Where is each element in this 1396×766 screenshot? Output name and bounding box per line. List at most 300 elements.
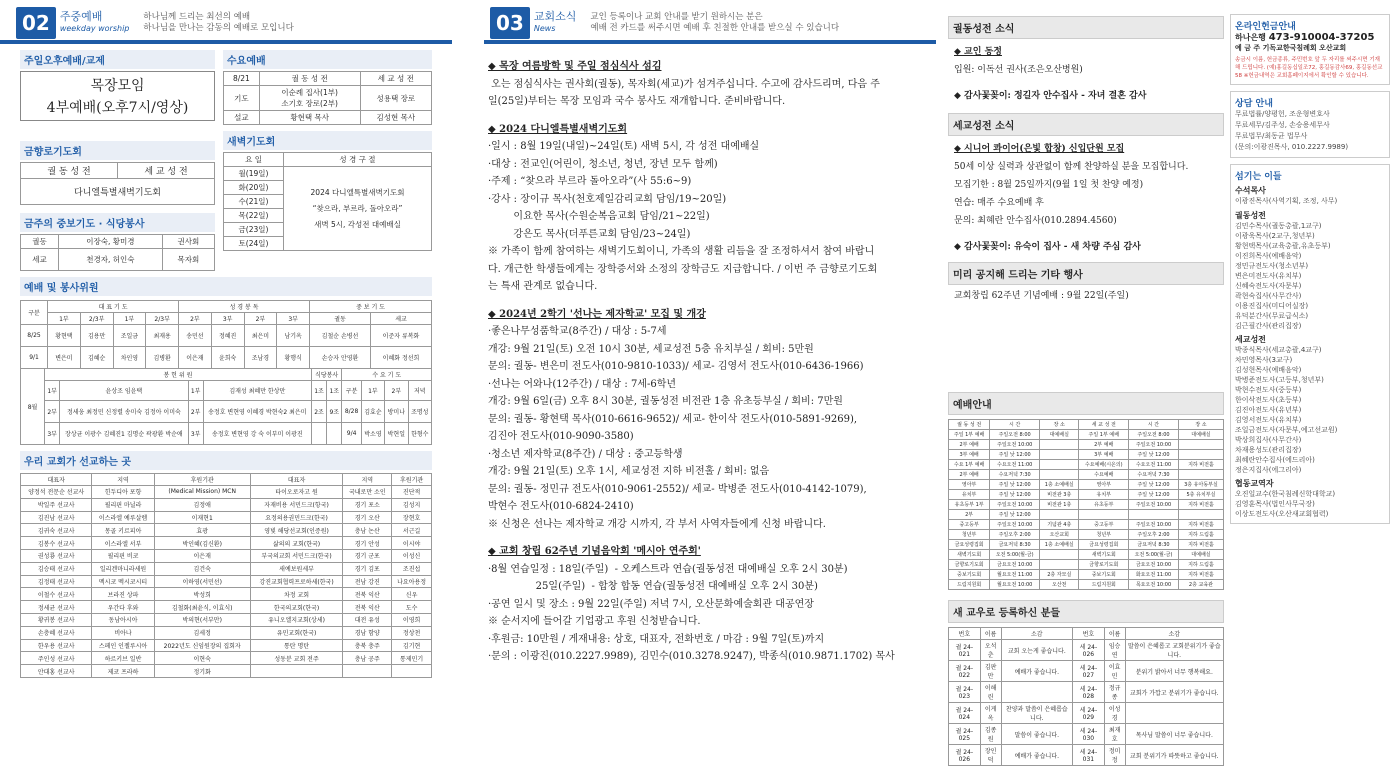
table-cell: 차정 교회 <box>250 588 343 601</box>
service-title: 예배 및 봉사위원 <box>20 277 432 296</box>
staff-name: 김영서전도사(유치부) <box>1235 416 1302 424</box>
article-line: ※ 신청은 선나는 제자학교 개강 시까지, 각 부서 사역자들에게 신청 바랍니다. <box>488 518 826 530</box>
article-line: 는 특새 관계로 없습니다. <box>488 281 598 292</box>
table-cell: 오산교회 <box>1040 530 1079 540</box>
pre-text: 교회창립 62주년 기념예배 : 9월 22일(주일) <box>954 291 1129 301</box>
table-cell: 금요저녁 8:30 <box>1129 540 1179 550</box>
text-cell: 수 요 기 도 <box>342 369 432 381</box>
text-cell: “찾으라, 부르라, 돌아오라” <box>312 203 403 213</box>
staff-name: 한이삭전도사(초등부) <box>1235 396 1302 404</box>
table-cell: 주일오후 2:00 <box>990 530 1040 540</box>
text-cell: 황행식 <box>277 347 310 369</box>
table-cell <box>343 665 392 678</box>
text-cell: 변은미 <box>48 347 81 369</box>
table-row <box>21 588 432 601</box>
table-cell: 김판만 <box>980 661 1001 682</box>
text-cell: 이순례 집사(1부) <box>281 88 338 97</box>
table-cell: 주일 낮 12:00 <box>990 510 1040 520</box>
text-cell: 대표자 <box>21 474 92 486</box>
table-cell <box>1178 450 1223 460</box>
table-cell: 이스라엘 서부 <box>92 537 154 550</box>
text-cell: 1조 <box>311 381 326 401</box>
table-row <box>949 450 1224 460</box>
article-line: ·청소년 제자학교(8주간) / 대상 : 중고등학생 <box>488 448 683 460</box>
table-cell: 수요오전 11:00 <box>990 460 1040 470</box>
text-cell: (문의:이광진목사, 010.2227.9989) <box>1235 143 1349 151</box>
text-cell: 문의: 최혜란 안수집사(010.2894.4560) <box>954 216 1117 226</box>
table-cell: 충남 공주 <box>343 652 392 665</box>
article-line: ·주제 : “찾으라 부르라 돌아오라”(사 55:6~9) <box>488 176 692 187</box>
table-cell: 주일오전 10:00 <box>1129 520 1179 530</box>
table-cell: 비아나 <box>92 626 154 639</box>
table-cell <box>1040 510 1079 520</box>
table-cell: 손충혜 선교사 <box>21 626 92 639</box>
text-cell: 송정호 변현영 강 숙 이부미 이광진 <box>203 423 311 445</box>
text-cell: 권사회 <box>162 235 214 249</box>
text-cell: 3부 <box>277 313 310 325</box>
table-cell: 비전관 3층 <box>1040 490 1079 500</box>
table-cell: 동남아시아 <box>92 613 154 626</box>
table-cell: 나요아용정 <box>392 575 432 588</box>
staff-name: 이상도전도사(오산새교회협력) <box>1235 510 1329 518</box>
table-cell: 궐 24-026 <box>949 745 981 766</box>
newcomer-table <box>948 627 1224 766</box>
friday-table <box>20 162 215 205</box>
table-cell: 5층 유치부실 <box>1178 490 1223 500</box>
table-cell: 김진남 선교사 <box>21 511 92 524</box>
table-cell: 분위기 밝아서 너무 행복해요. <box>1125 661 1223 682</box>
text-cell: 세 교 성 전 <box>360 72 431 86</box>
article-line: 문의: 궐동- 황현택 목사(010-6616-9652)/ 세교- 한이삭 전도사(010-5891-9269), <box>488 413 858 425</box>
text-cell: 소감 <box>1125 628 1223 640</box>
table-cell: 효광 <box>154 524 250 537</box>
table-cell: 이게옥 <box>980 703 1001 724</box>
table-row <box>21 652 432 665</box>
page-number: 03 <box>490 7 530 39</box>
text-cell: 섬기는 이들 <box>1235 172 1282 182</box>
table-cell: 경기 오산 <box>343 511 392 524</box>
table-cell: 필리핀 마닐라 <box>92 498 154 511</box>
table-row <box>949 520 1224 530</box>
page-header <box>0 0 452 40</box>
table-cell: 주일오전 10:00 <box>990 500 1040 510</box>
table-cell: 지하 비전홀 <box>1178 500 1223 510</box>
text-cell: 세 교 성 전 <box>1079 420 1129 430</box>
table-cell: 브라진 상파 <box>92 588 154 601</box>
text-cell: 8/21 <box>224 72 260 86</box>
table-cell: 주일 낮 12:00 <box>1129 450 1179 460</box>
text-cell: 송정호 변현영 이혜경 박현숙2 최은미 <box>203 401 311 423</box>
table-cell: 기념관 4층 <box>1040 520 1079 530</box>
table-cell: 찬양과 말씀이 은혜롭습니다. <box>1001 703 1072 724</box>
table-cell: 부국의교회 서민드크(한국) <box>250 549 343 562</box>
text-cell: 새벽 5시, 각성전 대예배실 <box>314 219 401 229</box>
table-cell: 새벽기도회 <box>1079 550 1129 560</box>
table-cell: 주일오전 8:00 <box>990 430 1040 440</box>
consult-box <box>1230 91 1390 158</box>
table-cell: 자재비용 서민드크(항국) <box>250 498 343 511</box>
text-cell: 이장숙, 황미경 <box>59 235 163 249</box>
table-cell <box>1040 550 1079 560</box>
text-cell: 이은재 <box>179 347 212 369</box>
table-row <box>949 470 1224 480</box>
text-cell: 연습: 매주 수요예배 후 <box>954 198 1044 208</box>
section-tag: 교회소식 <box>533 10 577 23</box>
table-cell: 2부 <box>949 510 990 520</box>
table-row <box>949 580 1224 590</box>
table-cell: 이효민 <box>1104 661 1125 682</box>
header-desc-1: 하나님께 드리는 최선의 예배 <box>143 12 251 22</box>
table-cell: 경남 함양 <box>343 626 392 639</box>
text-cell: 궐 동 성 전 <box>259 72 360 86</box>
table-cell: 오전 5:00(월-금) <box>1129 550 1179 560</box>
table-cell: 대예배실 <box>1178 430 1223 440</box>
text-cell: 황현택 목사 <box>259 111 360 125</box>
article-heading: ◆ 교회 창립 62주년 기념음악회 '메시아 연주회' <box>488 546 701 557</box>
table-cell: 금요성령집회 <box>949 540 990 550</box>
table-cell: 김세정 <box>154 626 250 639</box>
table-cell <box>1040 440 1079 450</box>
table-cell: 중보기도회 <box>1079 570 1129 580</box>
text-cell: 9/4 <box>342 423 361 445</box>
table-cell: 유초등부 <box>1079 500 1129 510</box>
header-desc-2: 예배 전 카드를 써주시면 예배 후 친절한 안내를 받으실 수 있습니다 <box>590 23 840 33</box>
article-line: ·선나는 어와나(12주간) / 대상 : 7세-6학년 <box>488 378 677 390</box>
table-row <box>949 661 1224 682</box>
table-cell: 오전 5:00(월-금) <box>990 550 1040 560</box>
service-table <box>20 300 432 369</box>
table-row <box>949 703 1224 724</box>
text-cell: 세 교 성 전 <box>118 163 215 179</box>
newcomer-title: 새 교우로 등록하신 분들 <box>948 600 1224 623</box>
article-line: ·공연 일시 및 장소 : 9월 22일(주일) 저녁 7시, 오산문화예술회관 대공연장 <box>488 598 814 610</box>
text-cell: 세교 <box>21 249 59 271</box>
article-heading: ◆ 2024 다니엘특별새벽기도회 <box>488 123 628 135</box>
table-cell: 이현숙 <box>154 652 250 665</box>
table-row <box>949 510 1224 520</box>
table-cell: 중고등부 <box>1079 520 1129 530</box>
text-cell: 김용만 <box>80 325 113 347</box>
table-cell: 월요오전 11:00 <box>990 570 1040 580</box>
table-cell: 타이오로자고 원 <box>250 486 343 499</box>
table-cell: 교회 오는게 좋습니다. <box>1001 640 1072 661</box>
table-cell: 주일오전 10:00 <box>990 440 1040 450</box>
table-cell: 청년부 <box>1079 530 1129 540</box>
table-cell: 지하 드림홀 <box>1178 530 1223 540</box>
staff-name: 김성현목사(예배음악) <box>1235 366 1302 374</box>
table-cell: 안대홍 선교사 <box>21 665 92 678</box>
wed-title: 수요예배 <box>223 50 432 69</box>
table-cell: 멕시코 멕시코시티 <box>92 575 154 588</box>
text-cell: 손승자 안영환 <box>310 347 371 369</box>
table-cell: (Medical Mission) MCN <box>154 486 250 499</box>
table-cell: 지하 비전홀 <box>1178 520 1223 530</box>
staff-name: 이진희목사(예배음악) <box>1235 252 1302 260</box>
text-cell: 식당봉사 <box>311 369 342 381</box>
table-cell: 주일 1부 예배 <box>1079 430 1129 440</box>
table-cell: 청년부 <box>949 530 990 540</box>
text-cell: 소감 <box>1001 628 1072 640</box>
table-cell: 충남 논산 <box>343 524 392 537</box>
text-cell: 수석목사 <box>1235 186 1266 195</box>
staff-group-title: 협동교역자 <box>1235 479 1274 488</box>
article-heading: ◆ 2024년 2학기 '선나는 제자학교' 모집 및 개강 <box>488 308 706 320</box>
article-line: 이요한 목사(수원순복음교회 담임/21~22일) <box>488 211 710 222</box>
table-cell: 장인덕 <box>980 745 1001 766</box>
text-cell: 윤상조 임윤택 <box>60 381 188 401</box>
text-cell: 2/3부 <box>146 313 179 325</box>
text-cell: 황현택 <box>48 325 81 347</box>
text-cell: 봉 헌 위 원 <box>45 369 312 381</box>
table-cell: 주인성 선교사 <box>21 652 92 665</box>
table-cell: 몽골 키르피아 <box>92 524 154 537</box>
text-cell: 궐동 <box>310 313 371 325</box>
table-cell: 전북 익산 <box>343 601 392 614</box>
text-cell: 대 표 기 도 <box>48 301 179 313</box>
text-cell: 요 일 <box>224 153 284 167</box>
text-cell: 성 경 봉 독 <box>179 301 310 313</box>
text-cell: 2부 <box>179 313 212 325</box>
table-cell: 한국의교회(한국) <box>250 601 343 614</box>
table-cell: 3부 예배 <box>949 450 990 460</box>
sg-item-1: ◆ 시니어 콰이어(은빛 합창) 신입단원 모집 <box>954 144 1125 154</box>
table-cell: 전북 익산 <box>343 588 392 601</box>
article-line: 강은도 목사(더푸른교회 담임/23~24일) <box>488 228 691 240</box>
table-cell: 주일오전 10:00 <box>990 520 1040 530</box>
text-cell: 8/28 <box>342 401 361 423</box>
table-cell: 임승연 <box>1104 640 1125 661</box>
table-cell: 금요오전 10:00 <box>990 560 1040 570</box>
text-cell: 1부 <box>361 381 384 401</box>
table-cell <box>250 665 343 678</box>
table-cell: 정상천 <box>392 626 432 639</box>
table-cell: 최재호 <box>1104 724 1125 745</box>
table-cell: 말씀이 은혜롭고 교회분위기가 좋습니다. <box>1125 640 1223 661</box>
table-cell: 지하 비전홀 <box>1178 460 1223 470</box>
text-cell: 이준자 류복화 <box>371 325 432 347</box>
text-cell: 윤희숙 <box>211 347 244 369</box>
table-row <box>949 682 1224 703</box>
table-cell <box>392 665 432 678</box>
article-line: 25일(주일) - 합창 합동 연습(궐동성전 대예배실 오후 2시 30분) <box>488 581 818 592</box>
table-row <box>949 570 1224 580</box>
text-cell: 김병환 <box>146 347 179 369</box>
table-cell: 1층 소예배실 <box>1040 540 1079 550</box>
table-cell: 세 24-031 <box>1073 745 1105 766</box>
staff-name: 차민영목사(3교구) <box>1235 356 1293 364</box>
header-desc-1: 교인 등록이나 교회 안내를 받기 원하시는 분은 <box>590 12 763 22</box>
table-cell: 경기 군포 <box>343 549 392 562</box>
text-cell: 화(20일) <box>224 181 284 195</box>
table-cell: 목사님 말씀이 너무 좋습니다. <box>1125 724 1223 745</box>
text-cell: 2조 <box>311 401 326 423</box>
text-cell: 다니엘특별새벽기도회 <box>21 179 215 205</box>
table-cell: 주일 낮 12:00 <box>990 450 1040 460</box>
table-cell: 정규종 <box>1104 682 1125 703</box>
text-cell: 8월 <box>21 369 45 445</box>
table-cell <box>1040 450 1079 460</box>
sg-title: 세교성전 소식 <box>948 113 1224 136</box>
table-cell: 화요오전 11:00 <box>1129 570 1179 580</box>
table-cell: 김철화(최윤식, 이효식) <box>154 601 250 614</box>
table-cell: 통탄 명탄 <box>250 639 343 652</box>
text-cell: 저녁 <box>408 381 431 401</box>
text-cell: 궐 동 성 전 <box>21 163 118 179</box>
table-cell: 도수 <box>392 601 432 614</box>
table-row <box>21 486 432 499</box>
article-line: ·강사 : 장이규 목사(천호제일감리교회 담임/19~20일) <box>488 193 727 205</box>
table-cell: 궐 24-025 <box>949 724 981 745</box>
table-cell: 이재현1 <box>154 511 250 524</box>
staff-group-title: 세교성전 <box>1235 335 1266 344</box>
table-cell: 중고등부 <box>949 520 990 530</box>
text-cell: 김혜순 <box>80 347 113 369</box>
text-cell: 후원기관 <box>392 474 432 486</box>
text-cell: 세교 <box>371 313 432 325</box>
table-cell: 드림지원회 <box>1079 580 1129 590</box>
text-cell: 시 간 <box>1129 420 1179 430</box>
text-cell: 토(24일) <box>224 237 284 251</box>
article-line: ※ 가족이 함께 참여하는 새벽기도회이니, 가족의 생활 리듬을 잘 조정하셔서 참여 바랍니 <box>488 246 875 257</box>
article-line: 개강: 9월 21일(토) 오전 10시 30분, 세교성전 5층 유치부실 / 회비: 5만원 <box>488 343 814 355</box>
text-cell: 2부 <box>188 401 203 423</box>
text-cell: 1부 <box>113 313 146 325</box>
table-cell: 세 24-029 <box>1073 703 1105 724</box>
article-line: 일(25일)부터는 목장 모임과 국수 봉사도 재개합니다. 준비바랍니다. <box>488 96 786 107</box>
text-cell: 송금시 이름, 헌금종류, 주민번호 앞 두 자리를 써주시면 기재해 드립니다. (예)홍길동십일조72, 홍길동감사69, 홍길동선교58 ※헌금내역은 교회홈페이지에서 확인할 수 있습니다. <box>1235 57 1383 79</box>
text-cell: 박현일 <box>385 423 408 445</box>
text-cell: 1부 <box>188 381 203 401</box>
text-cell: 한형수 <box>408 423 431 445</box>
table-cell: 금요성령집회 <box>1079 540 1129 550</box>
text-cell: 대표자 <box>250 474 343 486</box>
dawn-table <box>223 152 432 251</box>
text-cell: 성용택 장로 <box>360 86 431 111</box>
table-cell: 교회가 가깝고 분위기가 좋습니다. <box>1125 682 1223 703</box>
table-cell: 이영희 <box>392 613 432 626</box>
table-cell: 유니오엘지교회(상세) <box>250 613 343 626</box>
text-cell: 수(21일) <box>224 195 284 209</box>
table-cell: 수요예배(시온의) <box>1079 460 1129 470</box>
week-title: 금주의 중보기도 · 식당봉사 <box>20 213 215 232</box>
table-cell: 통제민기 <box>392 652 432 665</box>
table-cell: 박일주 선교사 <box>21 498 92 511</box>
text-cell: 2부 <box>244 313 277 325</box>
text-cell: 예 금 주 기독교한국침례회 오산교회 <box>1235 44 1347 52</box>
text-cell: 9조 <box>327 401 342 423</box>
text-cell: 입원: 이독선 권사(조은오산병원) <box>954 65 1083 75</box>
table-cell: 지하 비전홀 <box>1178 540 1223 550</box>
table-row <box>949 480 1224 490</box>
table-cell: 김승태 선교사 <box>21 562 92 575</box>
table-row <box>949 500 1224 510</box>
staff-name: 이광욱목사(2교구,청년부) <box>1235 232 1315 240</box>
text-cell: 월(19일) <box>224 167 284 181</box>
dawn-title: 새벽기도회 <box>223 131 432 150</box>
table-cell <box>1178 440 1223 450</box>
table-cell: 장현호 <box>392 511 432 524</box>
table-cell: 이하영(서민선) <box>154 575 250 588</box>
gd-item-1: ◆ 교인 동정 <box>954 47 1002 57</box>
article-line: 문의: 궐동- 정민규 전도사(010-9061-2552)/ 세교- 박병준 전도사(010-4142-1079), <box>488 483 867 495</box>
table-cell: 수요저녁 7:30 <box>1129 470 1179 480</box>
text-cell: 번호 <box>1073 628 1105 640</box>
table-cell: 스페인 인젤루시아 <box>92 639 154 652</box>
staff-name: 곽현숙집사(사무간사) <box>1235 292 1302 300</box>
text-cell: 시 간 <box>990 420 1040 430</box>
table-cell: 주일 낮 12:00 <box>990 490 1040 500</box>
table-cell: 영아부 <box>1079 480 1129 490</box>
table-cell: 2층 교육관 <box>1178 580 1223 590</box>
table-row <box>949 540 1224 550</box>
text-cell: 조일금 <box>113 325 146 347</box>
table-cell: 궐 24-024 <box>949 703 981 724</box>
table-cell: 진단적 <box>392 486 432 499</box>
wed-table <box>223 71 432 125</box>
table-cell: 비전관 1층 <box>1040 500 1079 510</box>
table-row <box>21 498 432 511</box>
table-cell: 세 24-028 <box>1073 682 1105 703</box>
article-line: 오는 점심식사는 권사회(궐동), 목자회(세교)가 섬겨주십니다. 수고에 감사드리며, 다음 주 <box>488 78 880 90</box>
table-cell <box>1178 470 1223 480</box>
table-cell: 대예배실 <box>1178 550 1223 560</box>
spacer <box>488 111 936 121</box>
table-cell: 수요저녁 7:30 <box>990 470 1040 480</box>
table-cell: 이은재 <box>154 549 250 562</box>
spacer <box>488 296 936 306</box>
table-cell: 세 24-030 <box>1073 724 1105 745</box>
bank-box <box>1230 14 1390 85</box>
table-cell: 2부 예배 <box>949 440 990 450</box>
table-cell: 주일 낮 12:00 <box>990 480 1040 490</box>
table-cell: 새벽기도회 <box>949 550 990 560</box>
table-cell: 정세균 선교사 <box>21 601 92 614</box>
table-cell: 필리핀 비코 <box>92 549 154 562</box>
staff-box <box>1230 164 1390 524</box>
table-row <box>949 530 1224 540</box>
text-cell: 8/25 <box>21 325 48 347</box>
table-cell: 유초등부 1부 <box>949 500 990 510</box>
table-cell: 이시야 <box>392 537 432 550</box>
text-cell: 이름 <box>980 628 1001 640</box>
text-cell: 남기옥 <box>277 325 310 347</box>
table-cell: 주일오전 10:00 <box>1129 440 1179 450</box>
text-cell: 방미나 <box>385 401 408 423</box>
text-cell: 9/1 <box>21 347 48 369</box>
page-header <box>484 0 936 40</box>
text-cell: 지역 <box>343 474 392 486</box>
table-row <box>949 440 1224 450</box>
staff-name: 이용진집사(미디어실장) <box>1235 302 1309 310</box>
header-desc-2: 하나님을 만나는 감동의 예배로 모입니다 <box>143 23 294 33</box>
table-cell: 삶의의 교회(한국) <box>250 537 343 550</box>
table-cell: 유민교회(한국) <box>250 626 343 639</box>
text-cell: 이혜화 정선희 <box>371 347 432 369</box>
staff-name: 박현수전도사(중등부) <box>1235 386 1302 394</box>
table-cell: 주일 낮 12:00 <box>1129 490 1179 500</box>
text-cell: 설교 <box>224 111 260 125</box>
article-line: ·8월 연습일정 : 18일(주일) - 오케스트라 연습(궐동성전 대예배실 오후 2시 30분) <box>488 563 848 575</box>
text-cell: 최재용 <box>146 325 179 347</box>
table-cell: 충북 충주 <box>343 639 392 652</box>
article-line: ※ 순서지에 들어갈 기업광고 후원 신청받습니다. <box>488 616 701 627</box>
table-cell: 요정의용권민드크(한국) <box>250 511 343 524</box>
text-cell: 2부 <box>385 381 408 401</box>
text-cell: 정혜진 <box>211 325 244 347</box>
table-cell: 일리겐마니라세원 <box>92 562 154 575</box>
table-cell: 지하 드림홀 <box>1178 560 1223 570</box>
sunday-line-1: 목장모임 <box>90 78 145 94</box>
